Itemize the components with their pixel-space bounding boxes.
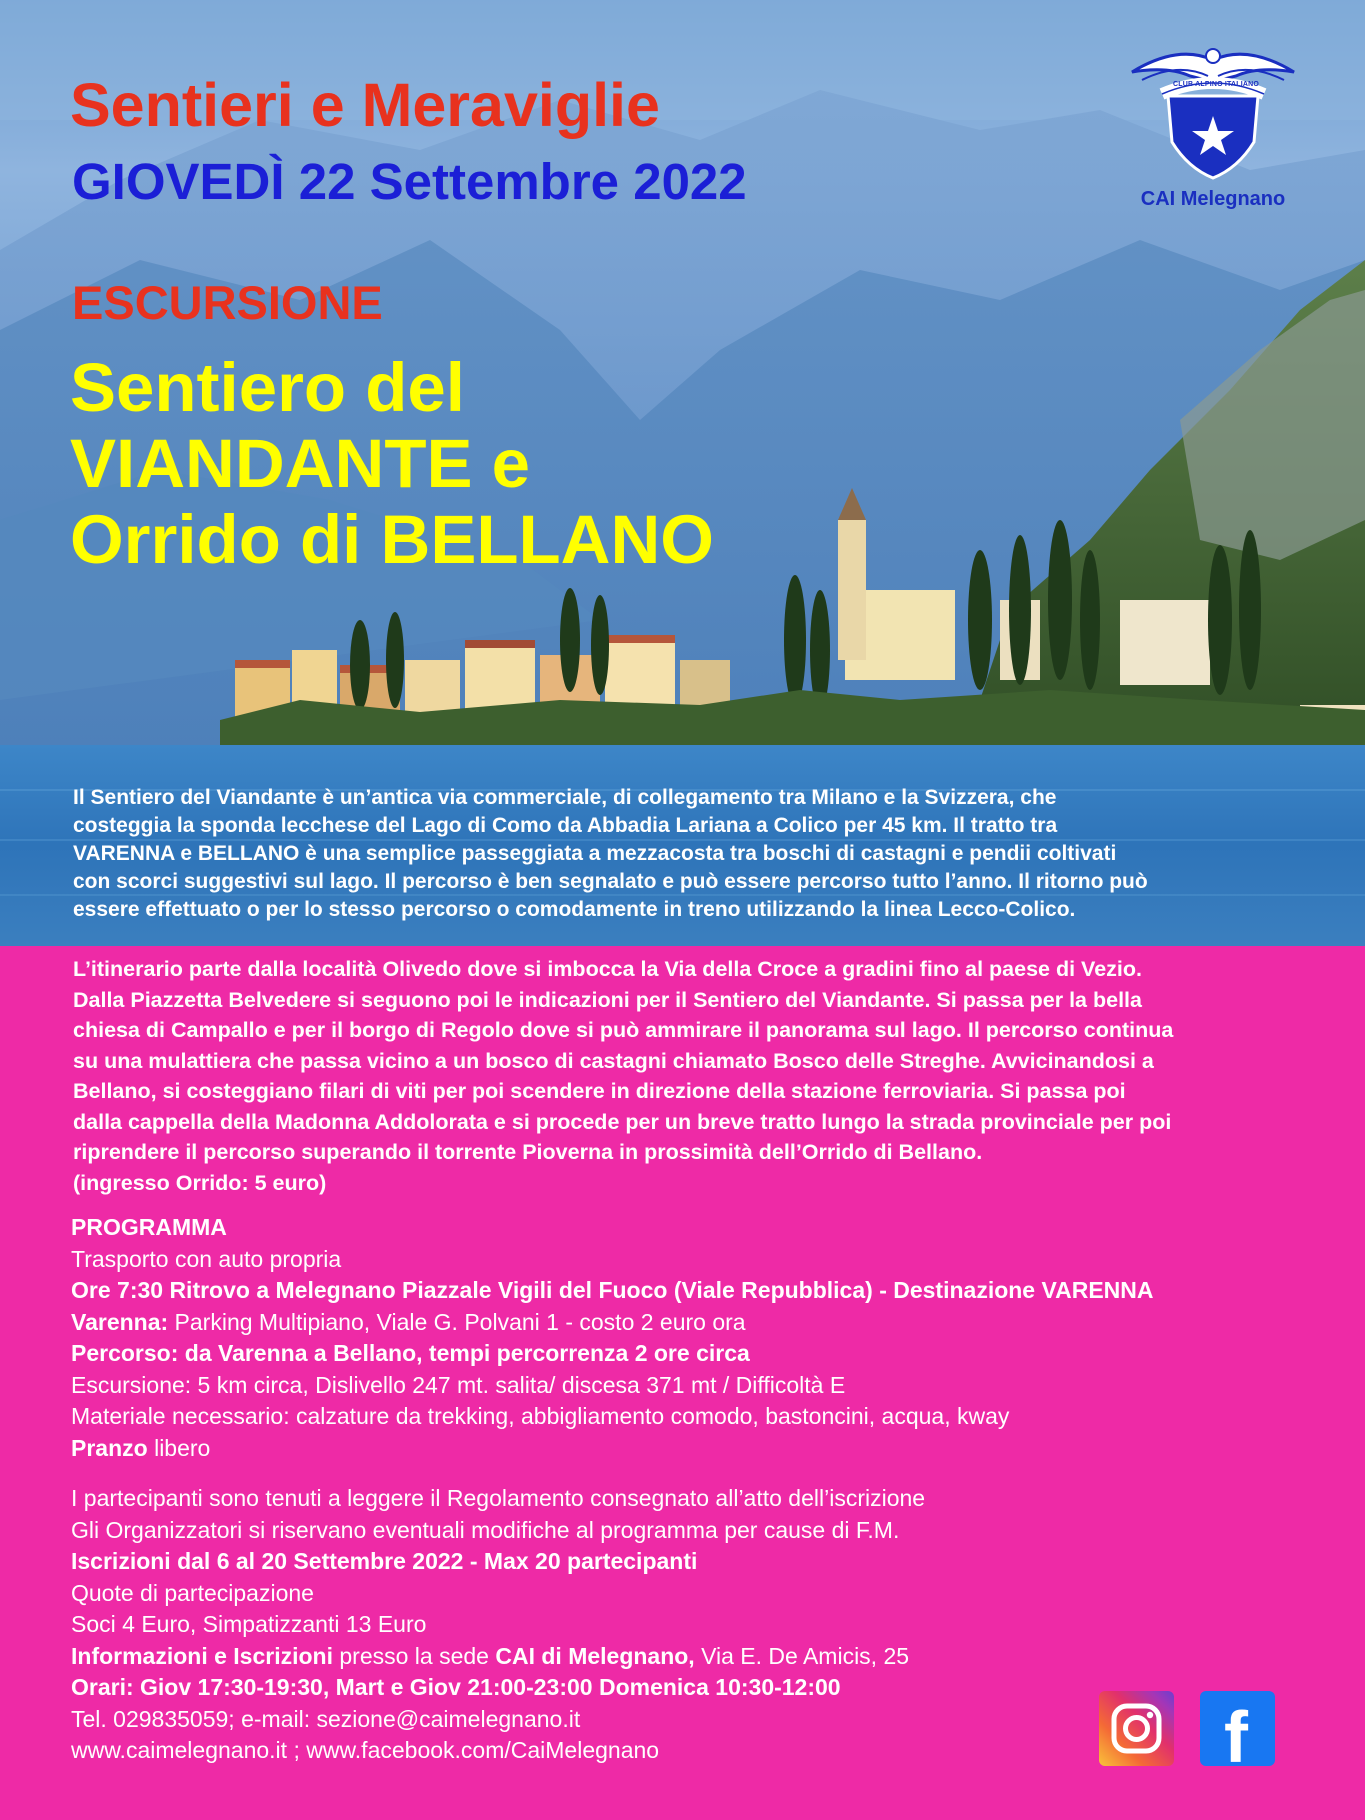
info-registration: Iscrizioni dal 6 al 20 Settembre 2022 - Max 20 partecipanti bbox=[71, 1548, 698, 1574]
info-phone-email[interactable]: Tel. 029835059; e-mail: sezione@caimelegnano.it bbox=[71, 1705, 581, 1732]
info-websites[interactable]: www.caimelegnano.it ; www.facebook.com/CaiMelegnano bbox=[71, 1737, 660, 1763]
description-line: Dalla Piazzetta Belvedere si seguono poi le indicazioni per il Sentiero del Viandante. Si passa per la bella bbox=[73, 987, 1142, 1012]
info-fees-label: Quote di partecipazione bbox=[71, 1579, 314, 1606]
program-lunch: Pranzo libero bbox=[71, 1434, 211, 1461]
hike-title-line: Sentiero del bbox=[70, 349, 465, 426]
description-line: dalla cappella della Madonna Addolorata e si procede per un breve tratto lungo la strada provinciale per poi bbox=[73, 1109, 1172, 1134]
program-transport: Trasporto con auto propria bbox=[71, 1245, 342, 1272]
intro-line: VARENNA e BELLANO è una semplice passeggiata a mezzacosta tra boschi di castagni e pendii coltivati bbox=[73, 842, 1117, 865]
description-line: L’itinerario parte dalla località Olivedo dove si imbocca la Via della Croce a gradini fino al paese di Vezio. bbox=[73, 957, 1142, 981]
description-line: chiesa di Campallo e per il borgo di Regolo dove si può ammirare il panorama sul lago. Il percorso continua bbox=[73, 1018, 1174, 1042]
event-date: GIOVEDÌ 22 Settembre 2022 bbox=[72, 153, 747, 210]
intro-line: Il Sentiero del Viandante è un’antica via commerciale, di collegamento tra Milano e la Svizzera, che bbox=[73, 786, 1057, 809]
intro-line: costeggia la sponda lecchese del Lago di Como da Abbadia Lariana a Colico per 45 km. Il tratto tra bbox=[73, 814, 1058, 837]
info-section bbox=[71, 1483, 1071, 1767]
event-type: ESCURSIONE bbox=[72, 276, 383, 329]
hike-title bbox=[70, 350, 714, 578]
program-hike: Escursione: 5 km circa, Dislivello 247 mt. salita/ discesa 371 mt / Difficoltà E bbox=[71, 1371, 846, 1398]
description-line: riprendere il percorso superando il torrente Pioverna in prossimità dell’Orrido di Bellano. bbox=[73, 1140, 983, 1164]
logo-label: CAI Melegnano bbox=[1140, 188, 1286, 210]
instagram-glyph-icon bbox=[1099, 1691, 1174, 1766]
facebook-glyph: f bbox=[1224, 1698, 1248, 1766]
facebook-icon[interactable] bbox=[1200, 1691, 1275, 1766]
eagle-shield-icon bbox=[1118, 42, 1308, 182]
program-equipment: Materiale necessario: calzature da trekking, abbigliamento comodo, bastoncini, acqua, kway bbox=[71, 1403, 1010, 1429]
program-section bbox=[71, 1212, 1361, 1464]
route-description bbox=[73, 954, 1353, 1198]
description-line: Bellano, si costeggiano filari di viti per poi scendere in direzione della stazione ferroviaria. Si passa poi bbox=[73, 1079, 1126, 1103]
program-route: Percorso: da Varenna a Bellano, tempi percorrenza 2 ore circa bbox=[71, 1340, 750, 1366]
intro-line: con scorci suggestivi sul lago. Il percorso è ben segnalato e può essere percorso tutto l’anno. Il ritorno può bbox=[73, 870, 1148, 893]
info-rules: I partecipanti sono tenuti a leggere il Regolamento consegnato all’atto dell’iscrizione bbox=[71, 1485, 926, 1511]
logo-ribbon-text: CLUB ALPINO ITALIANO bbox=[1173, 81, 1260, 88]
info-hours: Orari: Giov 17:30-19:30, Mart e Giov 21:00-23:00 Domenica 10:30-12:00 bbox=[71, 1674, 841, 1700]
info-changes: Gli Organizzatori si riservano eventuali modifiche al programma per cause di F.M. bbox=[71, 1516, 900, 1543]
intro-line: essere effettuato o per lo stesso percorso o comodamente in treno utilizzando la linea Lecco-Colico. bbox=[73, 898, 1076, 921]
cai-logo bbox=[1118, 42, 1308, 217]
info-contact: Informazioni e Iscrizioni presso la sede CAI di Melegnano, Via E. De Amicis, 25 bbox=[71, 1642, 910, 1669]
hike-title-line: Orrido di BELLANO bbox=[70, 501, 714, 578]
series-title: Sentieri e Meraviglie bbox=[70, 71, 660, 139]
intro-paragraph bbox=[73, 784, 1343, 924]
hike-title-line: VIANDANTE e bbox=[70, 425, 531, 502]
description-line: (ingresso Orrido: 5 euro) bbox=[73, 1170, 327, 1195]
program-meeting: Ore 7:30 Ritrovo a Melegnano Piazzale Vigili del Fuoco (Viale Repubblica) - Destinazione VARENNA bbox=[71, 1277, 1154, 1303]
instagram-icon[interactable] bbox=[1099, 1691, 1174, 1766]
info-fees: Soci 4 Euro, Simpatizzanti 13 Euro bbox=[71, 1611, 427, 1637]
description-line: su una mulattiera che passa vicino a un bosco di castagni chiamato Bosco delle Streghe. Avvicinandosi a bbox=[73, 1048, 1154, 1073]
program-heading: PROGRAMMA bbox=[71, 1214, 227, 1240]
program-parking: Varenna: Parking Multipiano, Viale G. Polvani 1 - costo 2 euro ora bbox=[71, 1308, 746, 1335]
